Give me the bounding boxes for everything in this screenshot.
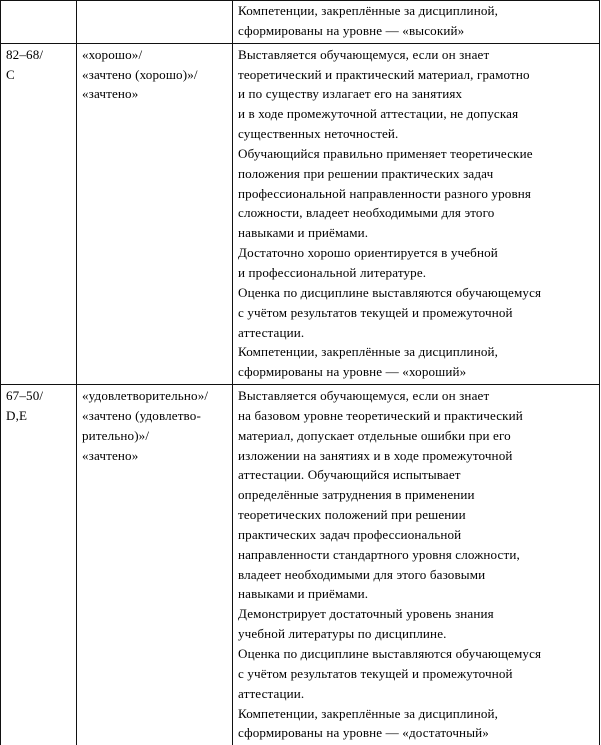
text-line: сформированы на уровне — «достаточный»: [238, 723, 595, 743]
verbal-lines: [82, 45, 228, 105]
cell-verbal-grade: [77, 1, 233, 44]
text-line: учебной литературы по дисциплине.: [238, 624, 595, 644]
text-line: Компетенции, закреплённые за дисциплиной,: [238, 704, 595, 724]
cell-score-range: [1, 1, 77, 44]
text-line: «удовлетворительно»/: [82, 386, 228, 406]
cell-criteria-description: [233, 385, 600, 745]
text-line: теоретических положений при решении: [238, 505, 595, 525]
table-body: [1, 1, 600, 745]
verbal-lines: [82, 386, 228, 465]
score-range-line-1: 67–50/: [6, 386, 72, 406]
score-range-line-2: C: [6, 65, 72, 85]
text-line: изложении на занятиях и в ходе промежуточной: [238, 446, 595, 466]
text-line: рительно)»/: [82, 426, 228, 446]
text-line: сформированы на уровне — «хороший»: [238, 362, 595, 382]
text-line: «зачтено (удовлетво-: [82, 406, 228, 426]
cell-criteria-description: [233, 43, 600, 384]
text-line: направленности стандартного уровня сложности,: [238, 545, 595, 565]
score-range-line-1: 82–68/: [6, 45, 72, 65]
cell-verbal-grade: [77, 43, 233, 384]
text-line: Выставляется обучающемуся, если он знает: [238, 45, 595, 65]
text-line: и в ходе промежуточной аттестации, не допуская: [238, 104, 595, 124]
description-lines: [238, 386, 595, 743]
text-line: сформированы на уровне — «высокий»: [238, 21, 595, 41]
text-line: практических задач профессиональной: [238, 525, 595, 545]
text-line: Демонстрирует достаточный уровень знания: [238, 604, 595, 624]
text-line: Обучающийся правильно применяет теоретические: [238, 144, 595, 164]
text-line: «зачтено»: [82, 84, 228, 104]
text-line: аттестации.: [238, 323, 595, 343]
text-line: существенных неточностей.: [238, 124, 595, 144]
cell-verbal-grade: [77, 385, 233, 745]
text-line: положения при решении практических задач: [238, 164, 595, 184]
table-row: [1, 43, 600, 384]
cell-criteria-description: [233, 1, 600, 44]
text-line: навыками и приёмами.: [238, 584, 595, 604]
text-line: «хорошо»/: [82, 45, 228, 65]
text-line: «зачтено»: [82, 446, 228, 466]
text-line: аттестации. Обучающийся испытывает: [238, 465, 595, 485]
text-line: на базовом уровне теоретический и практический: [238, 406, 595, 426]
description-lines: [238, 45, 595, 382]
text-line: с учётом результатов текущей и промежуточной: [238, 664, 595, 684]
text-line: сложности, владеет необходимыми для этого: [238, 203, 595, 223]
text-line: Компетенции, закреплённые за дисциплиной,: [238, 1, 595, 21]
text-line: аттестации.: [238, 684, 595, 704]
text-line: материал, допускает отдельные ошибки при его: [238, 426, 595, 446]
text-line: Выставляется обучающемуся, если он знает: [238, 386, 595, 406]
cell-score-range: [1, 43, 77, 384]
table-row: [1, 385, 600, 745]
text-line: Оценка по дисциплине выставляются обучающемуся: [238, 644, 595, 664]
text-line: определённые затруднения в применении: [238, 485, 595, 505]
text-line: и профессиональной литературе.: [238, 263, 595, 283]
text-line: теоретический и практический материал, грамотно: [238, 65, 595, 85]
text-line: Достаточно хорошо ориентируется в учебной: [238, 243, 595, 263]
text-line: Оценка по дисциплине выставляются обучающемуся: [238, 283, 595, 303]
text-line: навыками и приёмами.: [238, 223, 595, 243]
text-line: владеет необходимыми для этого базовыми: [238, 565, 595, 585]
text-line: Компетенции, закреплённые за дисциплиной,: [238, 342, 595, 362]
cell-score-range: [1, 385, 77, 745]
text-line: «зачтено (хорошо)»/: [82, 65, 228, 85]
score-range-line-2: D,E: [6, 406, 72, 426]
text-line: профессиональной направленности разного уровня: [238, 184, 595, 204]
description-lines: [238, 1, 595, 41]
text-line: с учётом результатов текущей и промежуточной: [238, 303, 595, 323]
text-line: и по существу излагает его на занятиях: [238, 84, 595, 104]
table-row: [1, 1, 600, 44]
